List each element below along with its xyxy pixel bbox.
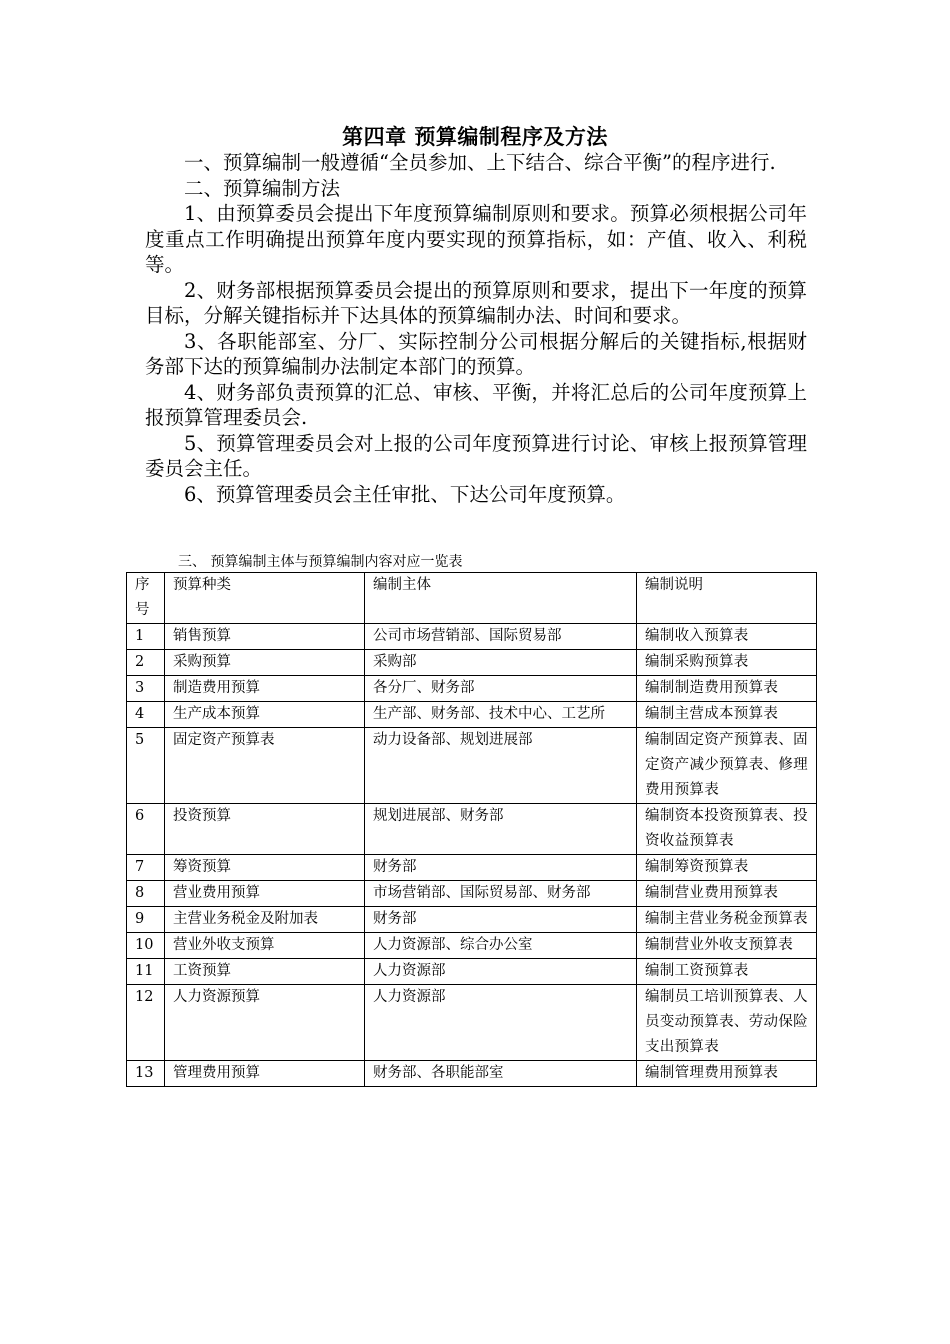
table-row bbox=[127, 804, 817, 855]
paragraph: 二、预算编制方法 bbox=[184, 176, 341, 200]
cell-index: 11 bbox=[127, 959, 165, 985]
cell-budget-type: 工资预算 bbox=[165, 959, 365, 985]
cell-index: 8 bbox=[127, 881, 165, 907]
cell-description: 编制制造费用预算表 bbox=[637, 676, 817, 702]
cell-responsible-unit: 财务部 bbox=[365, 855, 637, 881]
cell-responsible-unit: 采购部 bbox=[365, 650, 637, 676]
paragraph: 3、各职能部室、分厂、实际控制分公司根据分解后的关键指标,根据财务部下达的预算编制办法制定本部门的预算。 bbox=[145, 329, 807, 378]
cell-budget-type: 制造费用预算 bbox=[165, 676, 365, 702]
header-description: 编制说明 bbox=[637, 573, 817, 624]
header-index: 序号 bbox=[127, 573, 165, 624]
cell-responsible-unit: 财务部 bbox=[365, 907, 637, 933]
cell-responsible-unit: 人力资源部、综合办公室 bbox=[365, 933, 637, 959]
cell-budget-type: 采购预算 bbox=[165, 650, 365, 676]
cell-index: 7 bbox=[127, 855, 165, 881]
paragraph: 5、预算管理委员会对上报的公司年度预算进行讨论、审核上报预算管理委员会主任。 bbox=[145, 431, 807, 480]
cell-description: 编制管理费用预算表 bbox=[637, 1061, 817, 1087]
table-row bbox=[127, 624, 817, 650]
budget-table bbox=[126, 572, 817, 1087]
cell-budget-type: 营业费用预算 bbox=[165, 881, 365, 907]
table-row bbox=[127, 676, 817, 702]
cell-budget-type: 人力资源预算 bbox=[165, 985, 365, 1061]
cell-responsible-unit: 规划进展部、财务部 bbox=[365, 804, 637, 855]
cell-description: 编制主营业务税金预算表 bbox=[637, 907, 817, 933]
cell-description: 编制资本投资预算表、投资收益预算表 bbox=[637, 804, 817, 855]
paragraph: 6、预算管理委员会主任审批、下达公司年度预算。 bbox=[184, 482, 626, 506]
header-budget-type: 预算种类 bbox=[165, 573, 365, 624]
table-row bbox=[127, 881, 817, 907]
cell-budget-type: 管理费用预算 bbox=[165, 1061, 365, 1087]
cell-description: 编制营业外收支预算表 bbox=[637, 933, 817, 959]
cell-index: 1 bbox=[127, 624, 165, 650]
cell-budget-type: 投资预算 bbox=[165, 804, 365, 855]
table-row bbox=[127, 959, 817, 985]
cell-responsible-unit: 各分厂、财务部 bbox=[365, 676, 637, 702]
body-text bbox=[145, 150, 807, 507]
cell-description: 编制固定资产预算表、固定资产减少预算表、修理费用预算表 bbox=[637, 728, 817, 804]
cell-index: 4 bbox=[127, 702, 165, 728]
cell-budget-type: 筹资预算 bbox=[165, 855, 365, 881]
paragraph: 一、预算编制一般遵循“全员参加、上下结合、综合平衡”的程序进行. bbox=[184, 151, 776, 174]
cell-budget-type: 营业外收支预算 bbox=[165, 933, 365, 959]
cell-index: 2 bbox=[127, 650, 165, 676]
cell-responsible-unit: 生产部、财务部、技术中心、工艺所 bbox=[365, 702, 637, 728]
cell-index: 12 bbox=[127, 985, 165, 1061]
cell-index: 3 bbox=[127, 676, 165, 702]
cell-description: 编制工资预算表 bbox=[637, 959, 817, 985]
cell-budget-type: 固定资产预算表 bbox=[165, 728, 365, 804]
cell-index: 13 bbox=[127, 1061, 165, 1087]
cell-description: 编制营业费用预算表 bbox=[637, 881, 817, 907]
table-row bbox=[127, 985, 817, 1061]
cell-index: 9 bbox=[127, 907, 165, 933]
paragraph: 4、财务部负责预算的汇总、审核、平衡，并将汇总后的公司年度预算上报预算管理委员会. bbox=[145, 380, 807, 429]
cell-responsible-unit: 财务部、各职能部室 bbox=[365, 1061, 637, 1087]
table-row bbox=[127, 728, 817, 804]
cell-description: 编制主营成本预算表 bbox=[637, 702, 817, 728]
table-row bbox=[127, 855, 817, 881]
table-row bbox=[127, 933, 817, 959]
table-row bbox=[127, 702, 817, 728]
cell-index: 10 bbox=[127, 933, 165, 959]
cell-responsible-unit: 人力资源部 bbox=[365, 985, 637, 1061]
cell-description: 编制员工培训预算表、人员变动预算表、劳动保险支出预算表 bbox=[637, 985, 817, 1061]
paragraph: 2、财务部根据预算委员会提出的预算原则和要求，提出下一年度的预算目标，分解关键指标并下达具体的预算编制办法、时间和要求。 bbox=[145, 278, 807, 327]
cell-responsible-unit: 人力资源部 bbox=[365, 959, 637, 985]
cell-budget-type: 生产成本预算 bbox=[165, 702, 365, 728]
table-row bbox=[127, 907, 817, 933]
table-caption: 三、 预算编制主体与预算编制内容对应一览表 bbox=[178, 554, 463, 570]
cell-description: 编制收入预算表 bbox=[637, 624, 817, 650]
cell-index: 6 bbox=[127, 804, 165, 855]
cell-index: 5 bbox=[127, 728, 165, 804]
table-row bbox=[127, 1061, 817, 1087]
cell-budget-type: 主营业务税金及附加表 bbox=[165, 907, 365, 933]
paragraph: 1、由预算委员会提出下年度预算编制原则和要求。预算必须根据公司年度重点工作明确提出预算年度内要实现的预算指标，如：产值、收入、利税等。 bbox=[145, 202, 807, 276]
cell-description: 编制筹资预算表 bbox=[637, 855, 817, 881]
chapter-title: 第四章 预算编制程序及方法 bbox=[342, 124, 608, 149]
cell-budget-type: 销售预算 bbox=[165, 624, 365, 650]
cell-description: 编制采购预算表 bbox=[637, 650, 817, 676]
table-row bbox=[127, 650, 817, 676]
table-header-row bbox=[127, 573, 817, 624]
cell-responsible-unit: 公司市场营销部、国际贸易部 bbox=[365, 624, 637, 650]
cell-responsible-unit: 市场营销部、国际贸易部、财务部 bbox=[365, 881, 637, 907]
cell-responsible-unit: 动力设备部、规划进展部 bbox=[365, 728, 637, 804]
header-responsible-unit: 编制主体 bbox=[365, 573, 637, 624]
